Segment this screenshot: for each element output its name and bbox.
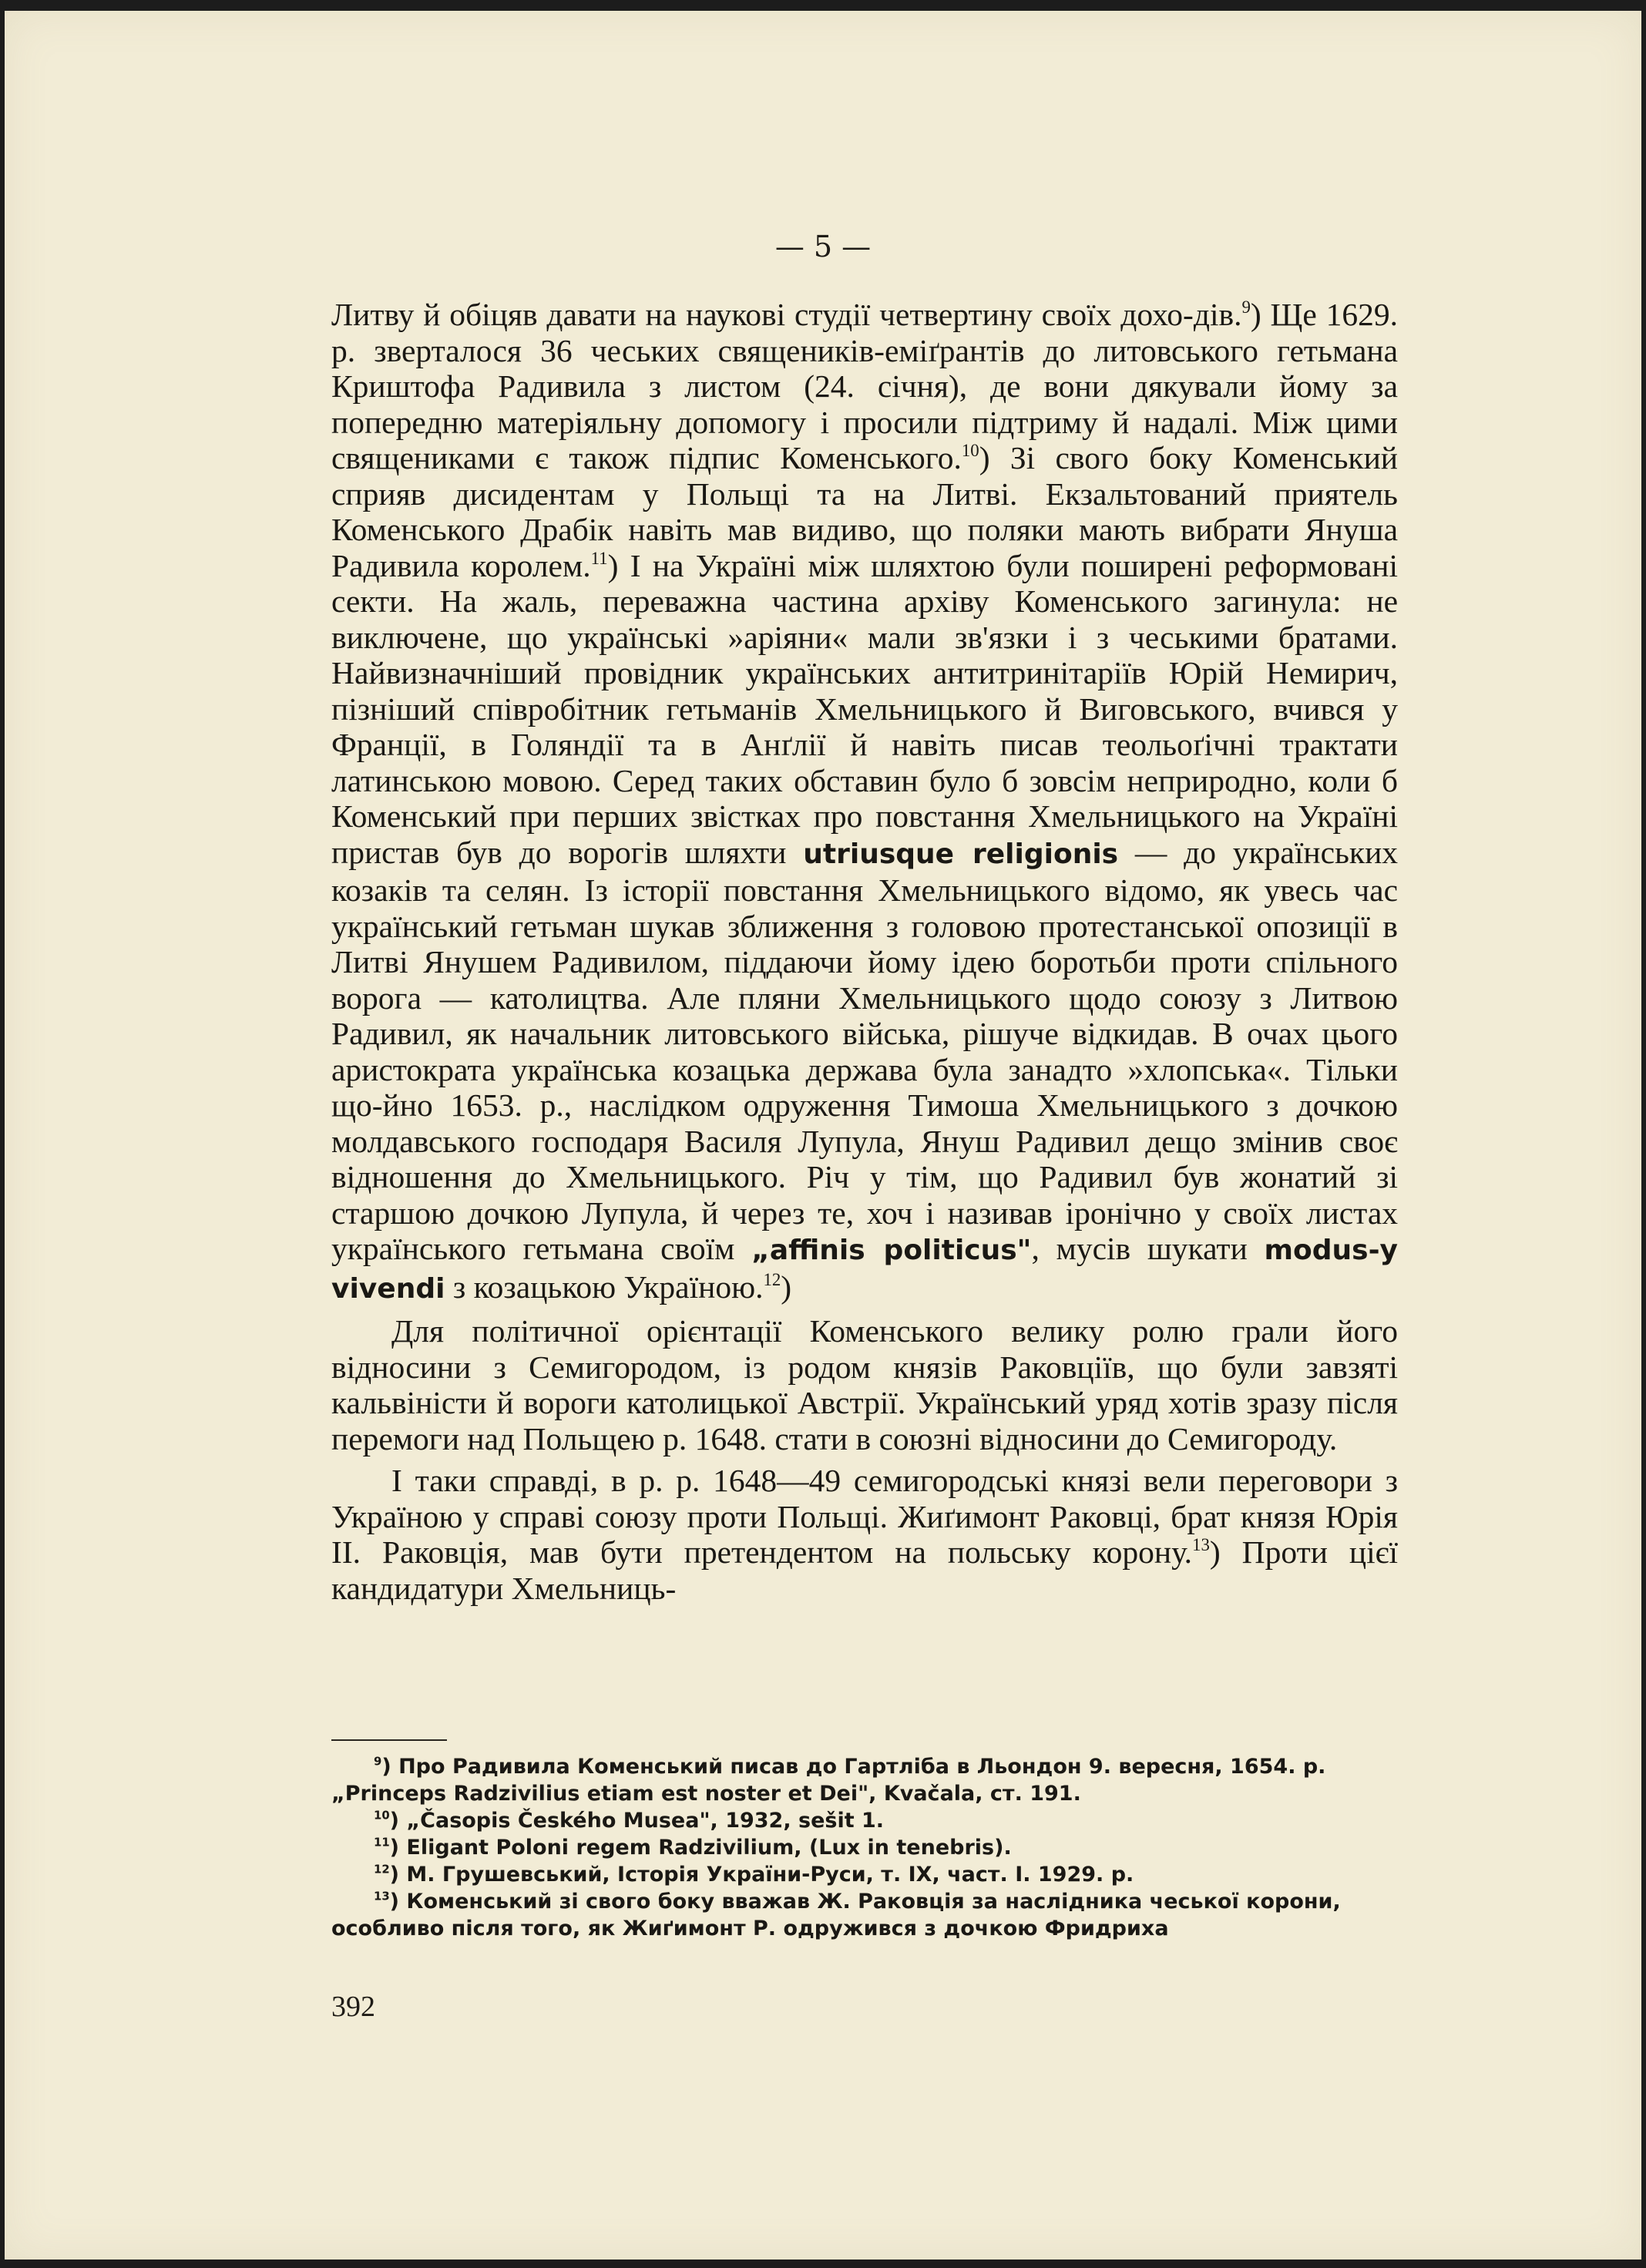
footnote-ref-9[interactable]: 9	[1241, 297, 1251, 318]
footnote-text: ) Eligant Poloni regem Radzivilium, (Lux in tenebris).	[389, 1836, 1012, 1860]
footnote-mark: 13	[374, 1889, 390, 1903]
paragraph-3	[331, 1463, 1398, 1606]
footnote-text: ) Коменський зі свого боку вважав Ж. Раковція за наслідника чеської корони, особливо після того, як Жиґимонт Р. одружився з дочкою Фридриха	[331, 1890, 1341, 1940]
sheet-number: 392	[331, 1991, 375, 2023]
footnote-9-continued: „Princeps Radzivilius etiam est noster et Dei", Kvačala, ст. 191.	[331, 1782, 1081, 1806]
footnote-10	[331, 1807, 1398, 1834]
latin-phrase: utriusque religionis	[803, 838, 1119, 870]
footnote-divider	[331, 1739, 447, 1741]
text-run: ) Проти цієї кандидатури Хмельниць-	[331, 1534, 1398, 1606]
footnote-mark: 10	[374, 1808, 390, 1823]
footnote-mark: 9	[374, 1754, 382, 1769]
footnote-ref-11[interactable]: 11	[590, 548, 608, 568]
footnote-9	[331, 1753, 1398, 1780]
text-run: ) І на Україні між шляхтою були поширені реформовані секти. На жаль, переважна частина архіву Коменського загинула: не виключене, що українські »аріяни« мали зв'язки і з чеськими братами. Найвизначніший провідник українських антитринітаріїв Юрій Немирич, пізніший співробітник гетьманів Хмельницького й Виговського, вчився у Франції, в Голяндії та в Анґлії й навіть писав теольоґічні трактати латинською мовою. Серед таких обставин було б зовсім неприродно, коли б Коменський при перших звістках про повстання Хмельницького на Україні пристав був до ворогів шляхти	[331, 547, 1398, 870]
text-run: І таки справді, в р. р. 1648—49 семигородські князі вели переговори з Україною у справі союзу проти Польщі. Жиґимонт Раковці, брат князя Юрія II. Раковція, мав бути претендентом на польську корону.	[331, 1463, 1398, 1570]
text-run: дів.	[1193, 297, 1242, 332]
footnote-ref-12[interactable]: 12	[763, 1269, 781, 1289]
text-run: — до українських козаків та селян. Із історії повстання Хмельницького відомо, як увесь час український гетьман шукав зближення з головою протестанської опозиції в Литві Янушем Радивилом, піддаючи йому ідею боротьби проти спільного ворога — католицтва. Але пляни Хмельницького щодо союзу з Литвою Радивил, як начальник литовського війська, рішуче відкидав. В очах цього аристократа українська козацька держава була занадто »хлопська«. Тільки що-йно 1653. р., наслідком одруження Тимоша Хмельницького з дочкою молдавського господаря Василя Лупула, Януш Радивил дещо змінив своє відношення до Хмельницького. Річ у тім, що Радивил був жонатий зі старшою дочкою Лупула, й через те, хоч і називав іронічно у своїх листах українського гетьмана своїм	[331, 834, 1399, 1266]
text-run: )	[781, 1268, 792, 1305]
footnote-mark: 12	[374, 1862, 390, 1877]
text-run: з козацькою Україною.	[452, 1268, 764, 1305]
paragraph-1	[331, 297, 1398, 1307]
text-run: , мусів шукати	[1031, 1231, 1248, 1266]
footnote-12	[331, 1861, 1398, 1888]
footnote-13	[331, 1888, 1398, 1942]
footnote-text: ) М. Грушевський, Історія України-Руси, т. IX, част. I. 1929. р.	[389, 1863, 1134, 1887]
text-run: ) Зі свого боку Коменський сприяв дисидентам у Польщі та на Литві. Екзальтований приятель Коменського Драбік навіть мав видиво, що поляки мають вибрати Януша Радивила королем.	[331, 440, 1398, 583]
latin-phrase: modus-у vivendi	[331, 1235, 1398, 1305]
text-run: ) Ще 1629. р. зверталося 36 чеських священиків-еміґрантів до литовського гетьмана Криштофа Радивила з листом (24. січня), де вони дякували йому за попередню матеріяльну допомогу і просили підтриму й надалі. Між цими священиками є також підпис Коменського.	[331, 297, 1398, 475]
footnote-mark: 11	[374, 1835, 390, 1850]
page-number-header: — 5 —	[774, 230, 872, 264]
footnote-text: ) „Časopis Českého Musea", 1932, sešit 1.	[389, 1809, 885, 1833]
footnote-11	[331, 1834, 1398, 1861]
text-run: Литву й обіцяв давати на наукові студії четвертину своїх дохо-	[331, 297, 1194, 332]
footnote-ref-10[interactable]: 10	[961, 441, 979, 461]
footnote-ref-13[interactable]: 13	[1192, 1535, 1210, 1555]
paragraph-2: Для політичної орієнтації Коменського велику ролю грали його відносини з Семигородом, із родом князів Раковціїв, що були завзяті кальвіністи й вороги католицької Австрії. Український уряд хотів зразу після перемоги над Польщею р. 1648. стати в союзні відносини до Семигороду.	[331, 1313, 1398, 1457]
latin-phrase: „affinis politicus"	[751, 1235, 1032, 1266]
footnote-text: ) Про Радивила Коменський писав до Гартліба в Льондон 9. вересня, 1654. р.	[381, 1755, 1326, 1779]
footnotes	[331, 1753, 1398, 1942]
scan-top-edge	[0, 0, 1646, 11]
main-text	[331, 297, 1398, 1606]
